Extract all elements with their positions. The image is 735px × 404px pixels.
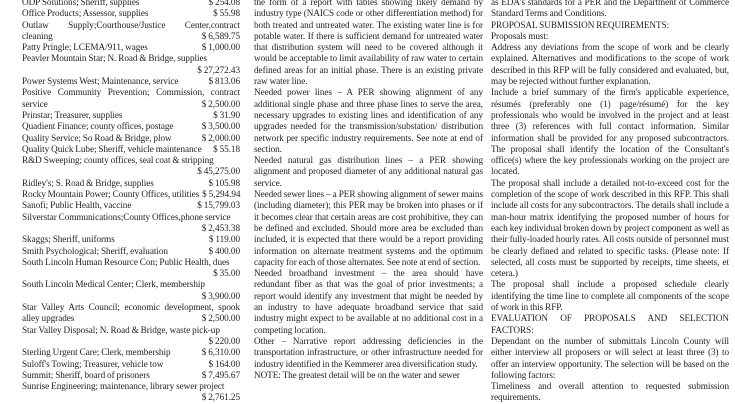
expense-amount: $ 2,500.00: [201, 313, 240, 324]
expense-amount: $ 27,272.43: [197, 64, 240, 75]
expense-description: Silverstar Communications;County Offices,phone service: [22, 211, 231, 222]
expense-amount: $ 164.00: [208, 358, 240, 369]
expense-entry: [22, 257, 240, 280]
expense-entry: [22, 121, 240, 132]
expense-description: Suloff's Towing; Treasurer, vehicle tow: [22, 358, 164, 369]
expense-amount: $ 105.98: [208, 177, 240, 188]
requirement-cost: The proposal shall include a detailed not-to-exceed cost for the completion of the scope of work described in this RFP. This shall include all costs for any subcontractors. The details shall include a man-hour matrix identifying the proposed number of hours for each key individual broken down by project component as well as their fully-loaded hourly rates. All costs outside of personnel must be clearly defined and related to specific tasks. (Please note: If selected, all costs must be supported by receipts, time sheets, et cetera.): [491, 177, 729, 279]
expense-description: Quality Service; So Road & Bridge, plow: [22, 132, 172, 143]
expense-description: Power Systems West; Maintenance, service: [22, 76, 179, 87]
expense-entry: [22, 110, 240, 121]
standards-intro: as EDA's standards for a PER and the Department of Commerce Standard Terms and Conditions.: [491, 0, 729, 19]
expense-amount: $ 55.18: [213, 143, 240, 154]
requirement-deviations: Address any deviations from the scope of work and be clearly explained. Alternatives and modifications to the scope of work described in this RFP will be fully considered and evaluated, but, may be rejected without further explanation.: [491, 42, 729, 87]
expense-amount: $ 6,589.75: [201, 30, 240, 41]
expense-entry: [22, 42, 240, 53]
expense-entry: [22, 189, 240, 200]
expense-amount: $ 1,000.00: [201, 42, 240, 53]
expense-description: Office Products; Assessor, supplies: [22, 8, 149, 19]
expense-description: Positive Community Prevention; Commission, contract: [22, 87, 240, 98]
expense-entry: [22, 359, 240, 370]
expense-entry: [22, 20, 240, 43]
expense-description: South Lincoln Human Resource Con; Public Health, dues: [22, 256, 230, 267]
expense-amount: $ 813.06: [208, 76, 240, 87]
expense-entry: [22, 0, 240, 8]
expense-amount: $ 31.90: [213, 109, 240, 120]
heading-proposal-submission: PROPOSAL SUBMISSION REQUIREMENTS:: [491, 19, 670, 30]
expense-entry: [22, 76, 240, 87]
expense-entry: [22, 246, 240, 257]
expense-description-continued: cleaning: [22, 30, 53, 41]
scope-of-work-column: [254, 0, 483, 381]
expense-amount: $ 220.00: [208, 335, 240, 346]
expense-entry: [22, 234, 240, 245]
expense-amount: $ 3,900.00: [201, 290, 240, 301]
expense-entry: [22, 8, 240, 19]
expense-entry: [22, 53, 240, 76]
expense-amount: $ 7,495.67: [201, 369, 240, 380]
expense-amount: $ 45,275.00: [197, 166, 240, 177]
expense-description-continued: alley upgrades: [22, 313, 75, 324]
expense-entry: [22, 133, 240, 144]
scope-paragraph-sewer-lines: Needed sewer lines – a PER showing alignment of sewer mains (including diameter); this PER may be broken into phases or if it becomes clear that certain areas are cost prohibitive, they can be defined and excluded. Should more area be excluded than included, it is expected that there would be a report providing information on alternate treatment systems and the optimum capacity for each of those alternates. See note at end of section.: [254, 189, 483, 267]
expense-description: Outlaw Supply;Courthouse/Justice Center,contract: [22, 19, 240, 30]
expense-amount: $ 5,294.94: [202, 189, 241, 200]
expense-description: Peavler Mountain Star; N. Road & Bridge, supplies: [22, 53, 208, 64]
scope-paragraph-gas-lines: Needed natural gas distribution lines – a PER showing alignment and proposed diameter of any additional natural gas service.: [254, 155, 483, 188]
expense-amount: $ 2,000.00: [201, 132, 240, 143]
requirement-experience: Include a brief summary of the firm's applicable experience, résumés (preferably one (1) page/résumé) for the key professionals who would be involved in the project and at least three (3) references with full contact information. Similar information shall be provided for any proposed subcontractors. The proposal shall identify the location of the Consultant's office(s) where the key professionals working on the project are located.: [491, 87, 729, 177]
expense-amount: $ 3,500.00: [201, 121, 240, 132]
scope-paragraph-note: NOTE: The greatest detail will be on the water and sewer: [254, 369, 460, 380]
expense-description: Sunrise Engineering; maintenance, library sewer project: [22, 381, 225, 392]
scope-paragraph-demand: the form of a report with tables showing likely demand by industry type (NAICS code or other differentiation method) for both treated and untreated water. The existing water line is for potable water. If there is sufficient demand for untreated water that distribution system will need to be covered although it would be acceptable to limit availability of raw water to certain defined areas for an initial phase. There is an existing private raw water line.: [254, 0, 483, 87]
expense-description: Star Valley Arts Council; economic development, spook: [22, 302, 240, 313]
expense-amount: $ 2,453.38: [201, 222, 240, 233]
expense-description: ODP Solutions; Sheriff, supplies: [22, 0, 140, 7]
expense-description: Skaggs; Sheriff, uniforms: [22, 234, 115, 245]
expense-description: South Lincoln Medical Center; Clerk, membership: [22, 279, 205, 290]
evaluation-factor-timeliness: Timeliness and overall attention to requested submission requirements.: [491, 381, 729, 403]
expense-description: Rocky Mountain Power; County Offices, utilities: [22, 189, 200, 200]
expense-entry: [22, 212, 240, 235]
expense-amount: $ 2,500.00: [201, 98, 240, 109]
expense-amount: $ 55.98: [213, 8, 240, 19]
expense-entry: [22, 347, 240, 358]
expense-entry: [22, 144, 240, 155]
expense-amount: $ 254.08: [208, 0, 240, 7]
proposals-must-label: Proposals must:: [491, 30, 549, 41]
expense-entry: [22, 381, 240, 404]
expense-description: Ridley's; S. Road & Bridge, supplies: [22, 177, 154, 188]
expense-entry: [22, 325, 240, 348]
expense-entry: [22, 87, 240, 110]
expense-amount: $ 35.00: [213, 268, 240, 279]
proposal-requirements-column: [491, 0, 729, 404]
expense-description: R&D Sweeping; county offices, seal coat & stripping: [22, 155, 214, 166]
expense-amount: $ 15,799.03: [197, 200, 240, 211]
expense-entry: [22, 279, 240, 302]
expense-description: Sanofi; Public Health, vaccine: [22, 200, 132, 211]
expense-entry: [22, 178, 240, 189]
expense-amount: $ 6,310.00: [201, 347, 240, 358]
expense-description: Quadient Finance; county offices, postage: [22, 121, 174, 132]
expense-list-column: [22, 0, 240, 404]
requirement-schedule: The proposal shall include a proposed schedule clearly identifying the time line to complete all components of the scope of work in this RFP.: [491, 279, 729, 313]
expense-description: Quality Quick Lube; Sheriff, vehicle maintenance: [22, 143, 202, 154]
expense-description: Patty Pringle; LCEMA/911, wages: [22, 42, 148, 53]
expense-entry: [22, 155, 240, 178]
expense-description: Prinstar; Treasurer, supplies: [22, 109, 123, 120]
expense-entry: [22, 200, 240, 211]
expense-description-continued: service: [22, 98, 48, 109]
expense-amount: $ 400.00: [208, 245, 240, 256]
expense-description: Smith Psychological; Sheriff, evaluation: [22, 245, 168, 256]
expense-description: Star Valley Disposal; N. Road & Bridge, waste pick-up: [22, 324, 220, 335]
expense-entry: [22, 370, 240, 381]
evaluation-intro: Dependant on the number of submittals Lincoln County will either interview all proposers or will select at least three (3) to offer an interview opportunity. The selection will be based on the following factors:: [491, 335, 729, 380]
scope-paragraph-other: Other – Narrative report addressing deficiencies in the transportation infrastructure, or other infrastructure needed for industry identified in the Kemmerer area diversification study.: [254, 335, 483, 369]
expense-description: Sterling Urgent Care; Clerk, membership: [22, 347, 171, 358]
scope-paragraph-broadband: Needed broadband investment – the area should have redundant fiber as that was the goal of prior investments; a report would identify any investment that might be needed by an industry to have adequate broadband service that said industry might expect to be available at no additional cost in a competing location.: [254, 268, 483, 335]
expense-description: Summit; Sheriff, board of prisoners: [22, 369, 150, 380]
expense-entry: [22, 302, 240, 325]
expense-amount: $ 2,761.25: [201, 392, 240, 403]
scope-paragraph-power-lines: Needed power lines – A PER showing alignment of any additional single phase and three phase lines to serve the area, necessary upgrades to existing lines and identification of any upgrades needed for the transmission/substation/ distribution network per specific industry requirements. See note at end of section.: [254, 87, 483, 154]
heading-evaluation: EVALUATION OF PROPOSALS AND SELECTION FACTORS:: [491, 313, 729, 335]
expense-amount: $ 119.00: [208, 234, 240, 245]
